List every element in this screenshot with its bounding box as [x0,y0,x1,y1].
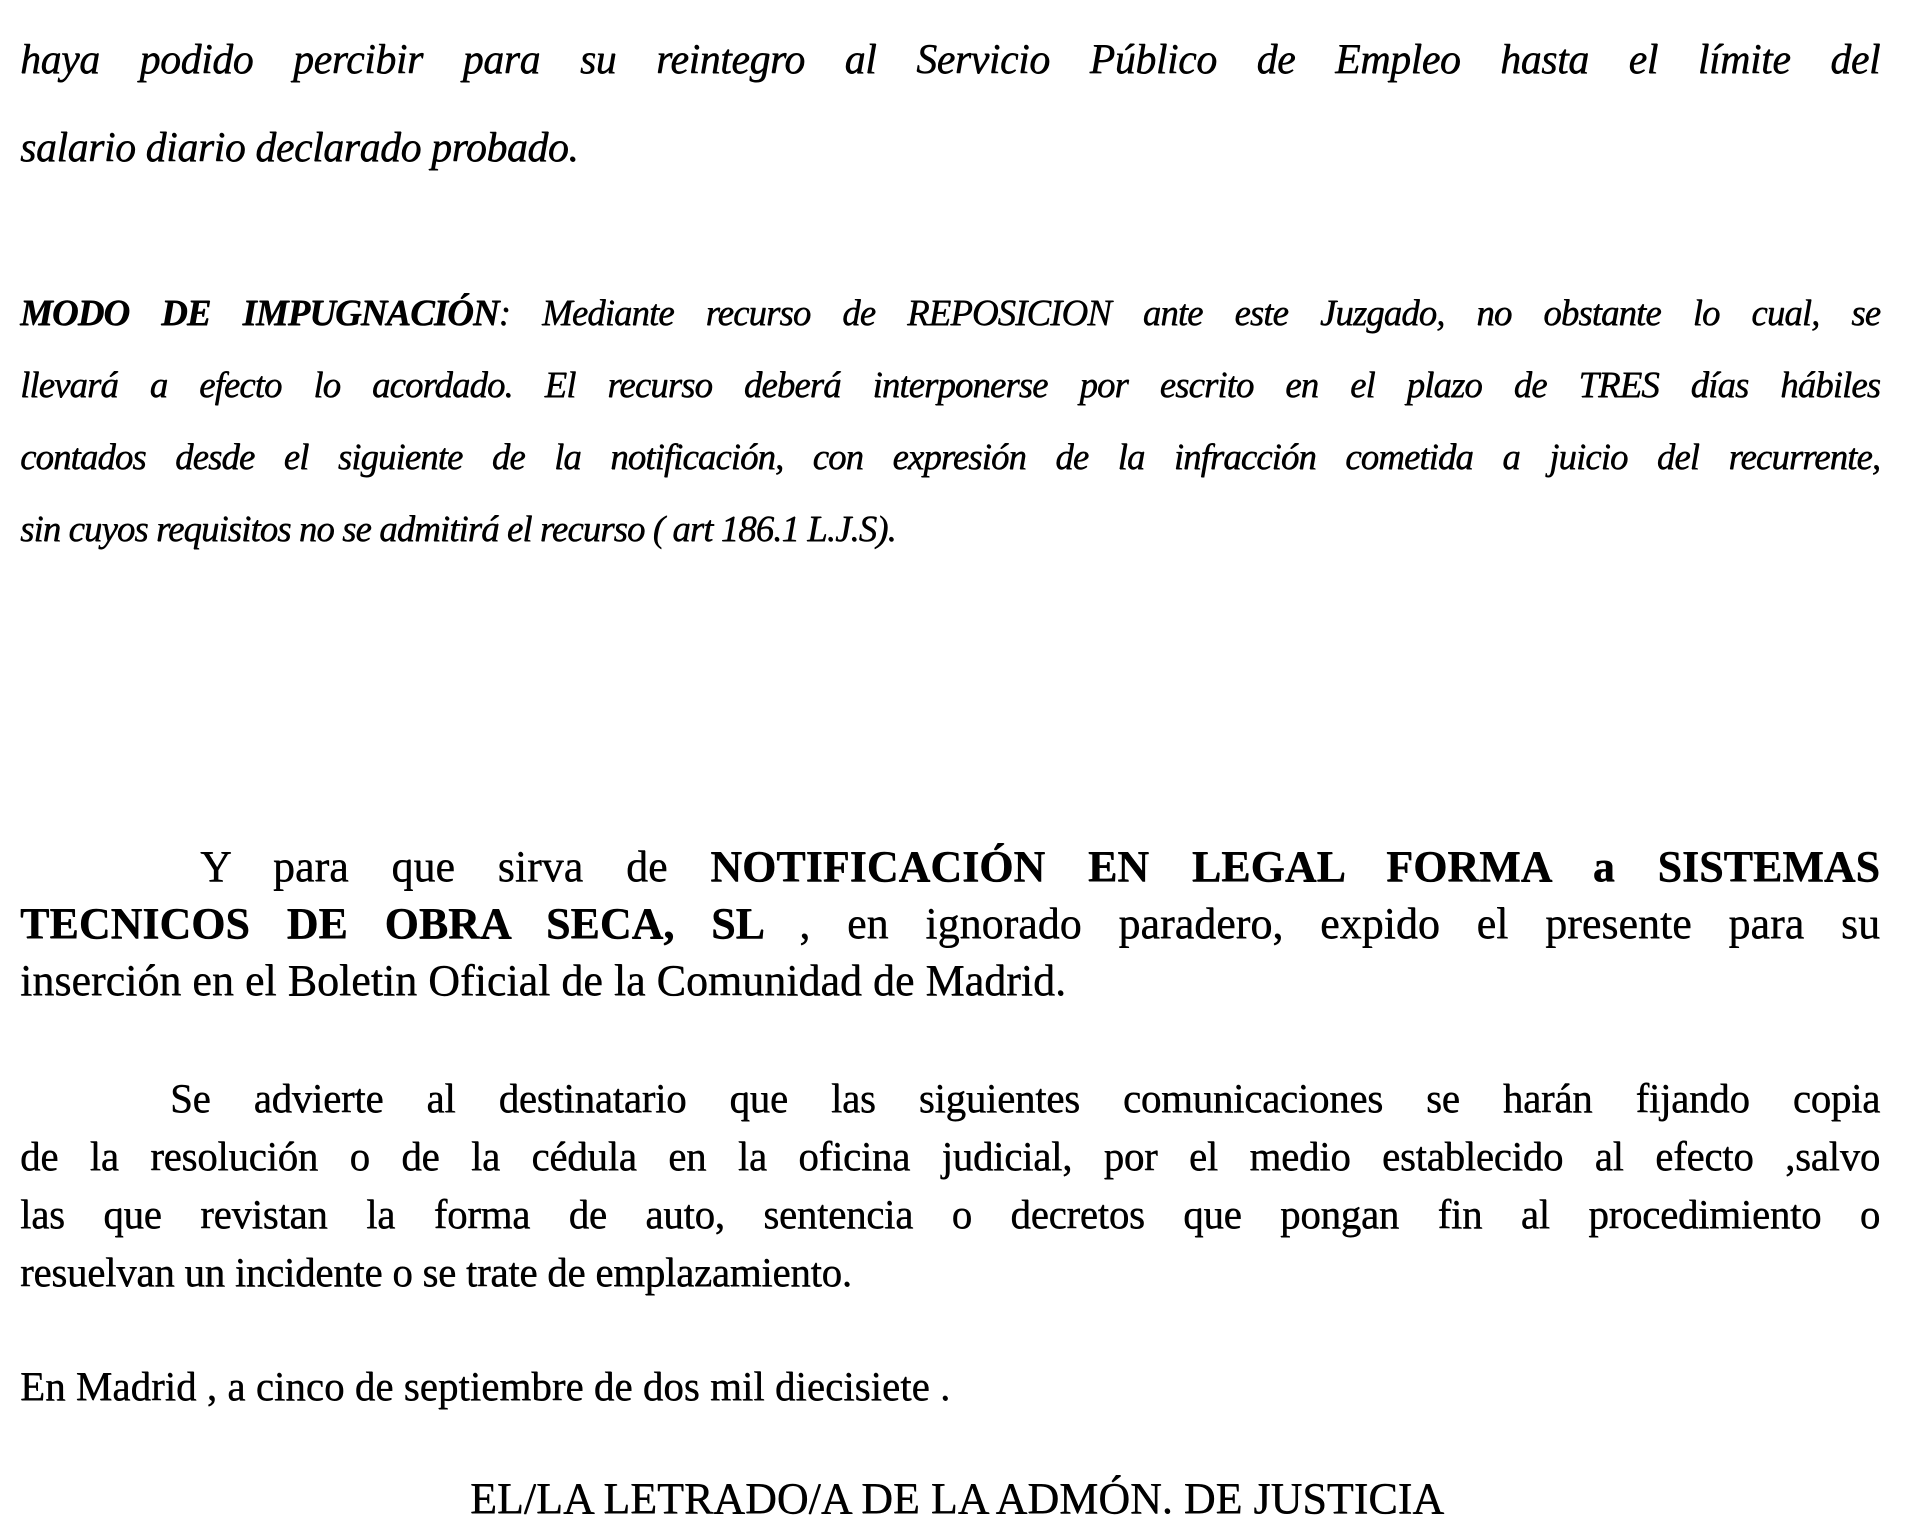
advisory-paragraph [20,1069,1880,1301]
advisory-line-4: resuelvan un incidente o se trate de emplazamiento. [20,1249,852,1295]
notified-company-name-part-1: NOTIFICACIÓN EN LEGAL FORMA a SISTEMAS [710,842,1880,891]
modo-line-1-rest: : Mediante recurso de REPOSICION ante este Juzgado, no obstante lo cual, se [498,293,1880,334]
notification-line-1 [20,838,1880,895]
modo-heading: MODO DE IMPUGNACIÓN [20,293,499,334]
notification-line-1-pre: Y para que sirva de [200,842,711,891]
notification-paragraph [20,838,1880,1009]
advisory-line-3: las que revistan la forma de auto, sentencia o decretos que pongan fin al procedimiento o [20,1191,1880,1237]
modo-impugnacion-paragraph [20,278,1880,566]
signature-title: EL/LA LETRADO/A DE LA ADMÓN. DE JUSTICIA [470,1474,1445,1523]
advisory-line-2: de la resolución o de la cédula en la oficina judicial, por el medio establecido al efecto ,salvo [20,1133,1880,1179]
notification-line-3: inserción en el Boletin Oficial de la Comunidad de Madrid. [20,956,1066,1005]
modo-line-1 [20,278,1880,350]
advisory-line-1: Se advierte al destinatario que las siguientes comunicaciones se harán fijando copia [170,1075,1880,1121]
notification-line-2-rest: , en ignorado paradero, expido el presente para su [799,899,1880,948]
modo-line-4: sin cuyos requisitos no se admitirá el recurso ( art 186.1 L.J.S). [20,509,896,550]
intro-line-1: haya podido percibir para su reintegro al Servicio Público de Empleo hasta el límite del [20,37,1880,83]
notified-company-name-part-2: TECNICOS DE OBRA SECA, SL [20,899,800,948]
dateline: En Madrid , a cinco de septiembre de dos mil diecisiete . [20,1363,951,1409]
modo-line-2: llevará a efecto lo acordado. El recurso deberá interponerse por escrito en el plazo de TRES días hábiles [20,365,1880,406]
intro-line-2: salario diario declarado probado. [20,125,579,171]
notification-line-2 [20,895,1880,952]
intro-paragraph [20,16,1880,192]
modo-line-3: contados desde el siguiente de la notificación, con expresión de la infracción cometida a juicio del recurrente, [20,437,1880,478]
